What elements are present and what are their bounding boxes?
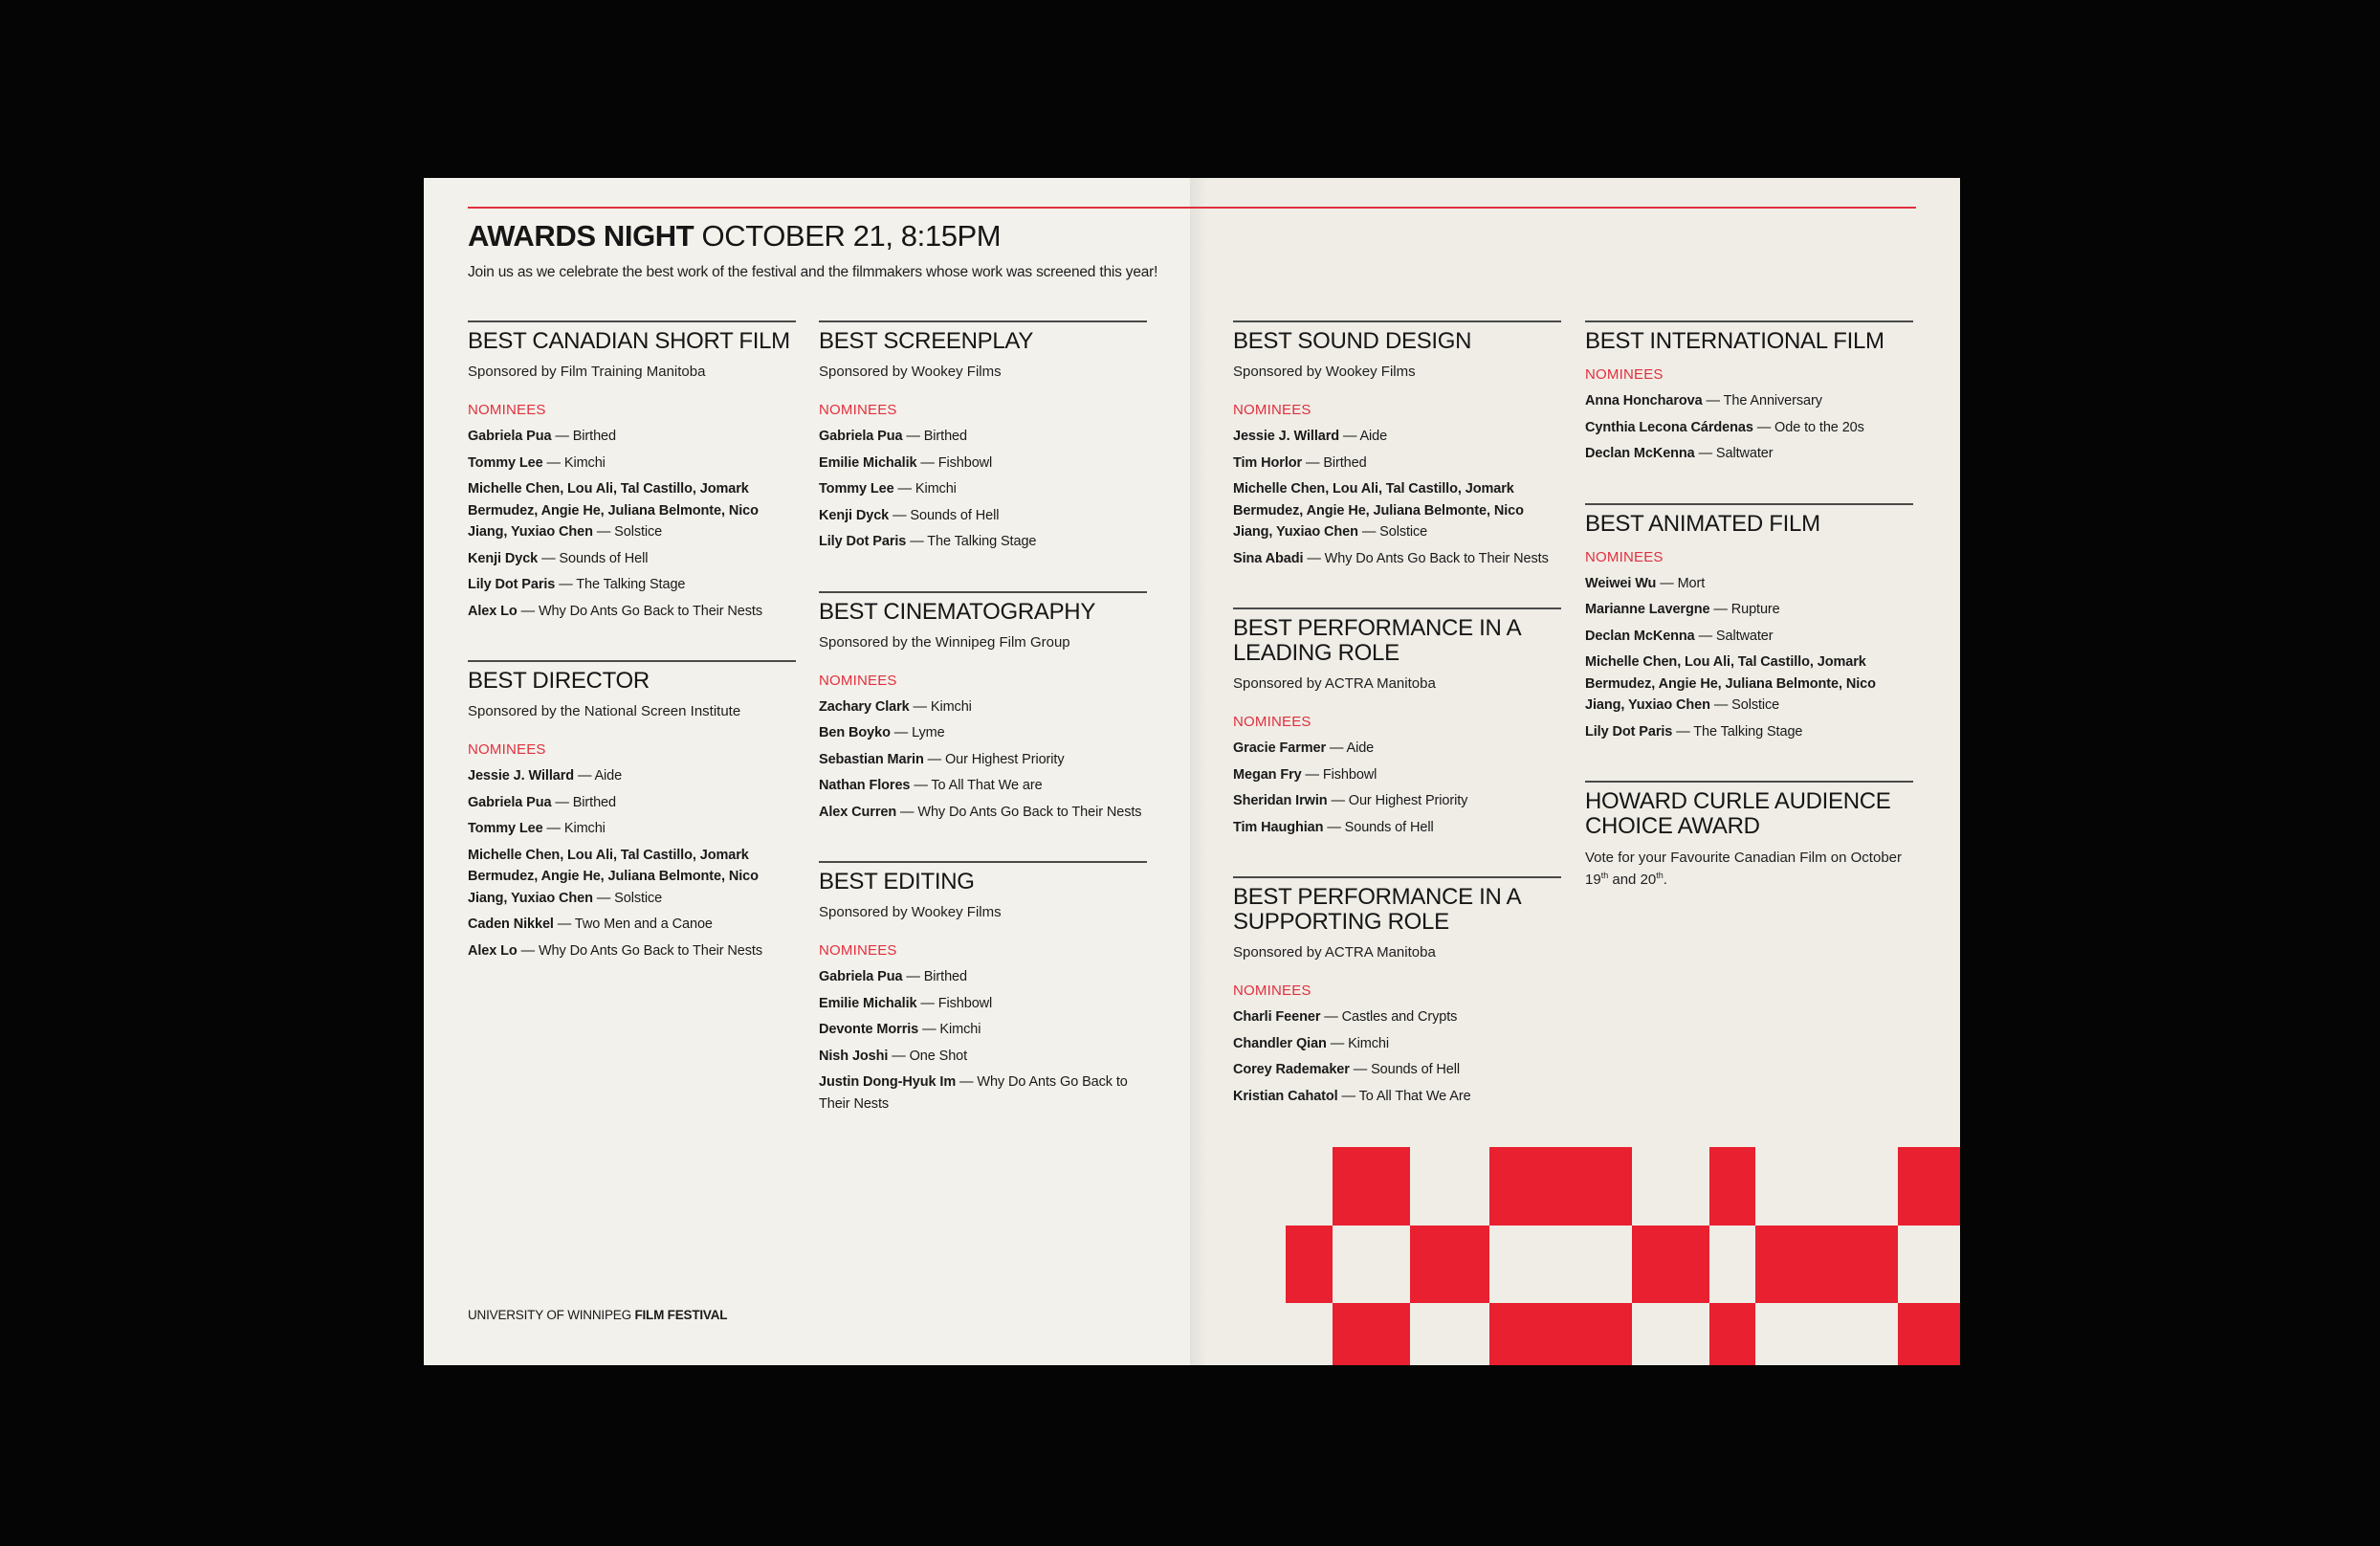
nominee-film: Kimchi [1348,1035,1389,1051]
nominee-entry [819,775,1147,797]
nominee-dash: — [918,1022,940,1037]
nominee-entry [1233,1059,1561,1081]
nominee-film: Kimchi [563,821,606,836]
award-sponsor: Sponsored by the National Screen Institute [468,703,741,719]
nominee-person: Nish Joshi [819,1048,889,1064]
nominee-dash: — [1303,550,1325,566]
nominee-dash: — [956,1074,978,1090]
nominee-dash: — [1656,575,1678,591]
nominee-person: Chandler Qian [1233,1035,1327,1051]
nominee-dash: — [1301,766,1323,783]
award-sponsor: Sponsored by Wookey Films [819,364,1002,380]
nominee-person: Cynthia Lecona Cárdenas [1585,419,1753,435]
nominee-dash: — [1323,819,1345,835]
nominee-film: Ode to the 20s [1774,419,1864,435]
nominee-entry [819,426,1147,448]
nominee-entry [1585,443,1913,465]
awards-header [468,216,1176,281]
nominee-person: Alex Lo [468,942,518,959]
nominee-entry [819,1046,1147,1068]
nominee-dash: — [1702,393,1724,409]
checker-tile [1333,1147,1410,1226]
nominee-person: Michelle Chen, Lou Ali, Tal Castillo, Jomark Bermudez, Angie He, Juliana Belmonte, Nico Jiang, Yuxiao Chen [468,847,759,906]
nominee-person: Declan McKenna [1585,446,1695,461]
nominee-entry [1233,426,1561,448]
nominee-dash: — [1339,429,1360,444]
nominee-person: Anna Honcharova [1585,393,1703,409]
desc-text: . [1663,871,1667,888]
nominee-dash: — [1349,1062,1372,1077]
nominee-entry [1233,453,1561,475]
nominee-person: Zachary Clark [819,698,910,715]
nominee-person: Lily Dot Paris [819,534,907,549]
nominee-dash: — [542,454,564,471]
award-title: HOWARD CURLE AUDIENCE CHOICE AWARD [1585,788,1891,839]
nominee-film: Mort [1677,575,1706,591]
column-4 [1585,320,1913,929]
nominee-entry [1585,652,1913,717]
nominee-dash: — [1337,1088,1359,1104]
nominee-entry [468,940,796,962]
nominees-label: NOMINEES [1585,548,1664,565]
nominee-person: Alex Lo [468,603,518,619]
brand-light: UNIVERSITY OF WINNIPEG [468,1308,631,1322]
nominee-film: To All That We Are [1358,1088,1471,1104]
checker-tile [1489,1303,1632,1365]
top-rule-right [1190,207,1916,209]
nominee-entry [468,453,796,475]
nominee-person: Kenji Dyck [819,507,890,523]
left-page [424,178,1190,1365]
nominee-dash: — [888,1048,910,1064]
nominee-entry [468,818,796,840]
nominee-entry [1233,764,1561,786]
nominee-film: Saltwater [1715,446,1774,461]
nominee-person: Tim Haughian [1233,819,1324,835]
nominee-entry [1233,1006,1561,1028]
nominee-person: Megan Fry [1233,766,1302,783]
nominee-film: Kimchi [915,481,957,497]
nominee-film: Sounds of Hell [559,550,649,566]
nominee-film: Why Do Ants Go Back to Their Nests [819,1074,1128,1112]
nominee-person: Emilie Michalik [819,454,917,471]
nominee-film: Aide [1346,740,1375,756]
nominee-film: Why Do Ants Go Back to Their Nests [1324,550,1549,566]
checker-tile [1632,1226,1709,1303]
nominee-entry [819,993,1147,1015]
nominee-person: Sebastian Marin [819,751,924,767]
award-description [1585,848,1913,891]
checker-tile [1898,1147,1960,1226]
nominee-person: Corey Rademaker [1233,1062,1350,1077]
award-category [1585,503,1913,743]
nominee-person: Charli Feener [1233,1009,1321,1025]
nominee-person: Alex Curren [819,804,897,820]
nominee-film: Solstice [1379,524,1428,540]
nominee-entry [819,966,1147,988]
nominee-dash: — [916,995,938,1011]
nominee-entry [819,1071,1147,1115]
nominee-person: Tommy Lee [819,481,894,497]
nominee-person: Michelle Chen, Lou Ali, Tal Castillo, Jomark Bermudez, Angie He, Juliana Belmonte, Nico Jiang, Yuxiao Chen [1585,654,1876,713]
nominee-entry [1585,573,1913,595]
page-title [468,216,1176,256]
spine-shadow [1190,178,1207,1365]
nominee-person: Michelle Chen, Lou Ali, Tal Castillo, Jomark Bermudez, Angie He, Juliana Belmonte, Nico Jiang, Yuxiao Chen [468,481,759,540]
nominee-dash: — [553,917,575,932]
nominee-film: Lyme [912,725,945,740]
nominees-label: NOMINEES [819,672,897,689]
nominee-entry [1233,478,1561,543]
nominee-film: Why Do Ants Go Back to Their Nests [538,942,762,959]
nominee-dash: — [1709,602,1731,617]
award-sponsor: Sponsored by ACTRA Manitoba [1233,944,1436,961]
nominee-dash: — [1694,446,1716,461]
nominee-film: Two Men and a Canoe [574,917,713,932]
nominee-film: Our Highest Priority [944,751,1065,767]
nominee-person: Jessie J. Willard [1233,429,1340,444]
nominee-film: Birthed [1323,454,1367,471]
nominee-dash: — [923,751,945,767]
nominee-dash: — [1326,1035,1349,1051]
nominee-person: Sheridan Irwin [1233,793,1328,808]
nominee-dash: — [592,524,615,540]
checker-tile [1489,1147,1632,1226]
nominee-film: Solstice [1731,697,1780,713]
nominee-dash: — [906,534,928,549]
nominee-film: Sounds of Hell [1371,1062,1461,1077]
nominee-film: One Shot [909,1048,968,1064]
award-sponsor: Sponsored by Wookey Films [1233,364,1416,380]
nominee-film: Birthed [572,429,616,444]
nominee-entry [1233,790,1561,812]
nominee-person: Nathan Flores [819,778,911,793]
nominee-entry [819,505,1147,527]
nominees-label: NOMINEES [1233,402,1311,418]
nominees-label: NOMINEES [819,402,897,418]
nominee-entry [819,696,1147,718]
title-date: OCTOBER 21, 8:15PM [701,219,1002,253]
nominee-film: Fishbowl [937,454,993,471]
nominee-entry [1233,738,1561,760]
award-category [468,660,796,961]
nominee-entry [1585,721,1913,743]
checker-tile [1333,1303,1410,1365]
nominee-entry [468,601,796,623]
nominee-entry [468,478,796,543]
column-3 [1233,320,1561,1145]
nominee-dash: — [1752,419,1775,435]
nominee-entry [1233,1033,1561,1055]
nominee-person: Tommy Lee [468,454,543,471]
nominee-film: Rupture [1730,602,1780,617]
award-category [819,861,1147,1115]
intro-text: Join us as we celebrate the best work of the festival and the filmmakers whose work was screened this year! [468,263,1158,280]
nominees-label: NOMINEES [1585,366,1664,383]
award-title: BEST INTERNATIONAL FILM [1585,328,1884,354]
nominee-entry [468,765,796,787]
checker-tile [1755,1226,1898,1303]
award-title: BEST CINEMATOGRAPHY [819,598,1096,625]
nominee-dash: — [1357,524,1380,540]
nominee-dash: — [592,890,615,906]
award-category [1233,607,1561,838]
nominee-person: Michelle Chen, Lou Ali, Tal Castillo, Jomark Bermudez, Angie He, Juliana Belmonte, Nico Jiang, Yuxiao Chen [1233,481,1524,540]
nominee-film: The Talking Stage [1693,723,1803,740]
nominee-film: Aide [594,768,623,784]
nominee-entry [1585,599,1913,621]
nominee-dash: — [551,429,573,444]
nominee-person: Kenji Dyck [468,550,539,566]
award-category [1585,781,1913,891]
nominee-person: Jessie J. Willard [468,768,575,784]
nominee-person: Gracie Farmer [1233,740,1327,756]
nominee-dash: — [1302,454,1324,471]
checker-tile [1286,1226,1333,1303]
award-category [1585,320,1913,465]
nominee-person: Emilie Michalik [819,995,917,1011]
nominees-label: NOMINEES [819,942,897,959]
award-category [819,320,1147,553]
nominee-dash: — [555,577,577,592]
nominee-person: Tommy Lee [468,821,543,836]
nominee-film: The Anniversary [1723,393,1822,409]
nominees-label: NOMINEES [468,741,546,758]
nominee-entry [1585,417,1913,439]
award-category [819,591,1147,824]
nominee-film: The Talking Stage [927,534,1037,549]
award-sponsor: Sponsored by Wookey Films [819,904,1002,920]
nominee-film: Birthed [923,429,967,444]
nominee-dash: — [1326,740,1347,756]
nominee-dash: — [902,969,924,984]
nominee-dash: — [909,698,931,715]
nominee-dash: — [916,454,938,471]
nominee-film: Sounds of Hell [1344,819,1434,835]
award-category [1233,320,1561,569]
nominee-person: Sina Abadi [1233,550,1304,566]
nominee-person: Gabriela Pua [819,429,903,444]
nominee-film: Saltwater [1715,628,1774,644]
nominee-person: Kristian Cahatol [1233,1088,1338,1104]
award-title: BEST SOUND DESIGN [1233,328,1472,354]
award-sponsor: Sponsored by ACTRA Manitoba [1233,675,1436,692]
festival-brand [468,1308,727,1322]
nominee-film: Our Highest Priority [1348,793,1468,808]
nominee-film: Fishbowl [937,995,993,1011]
nominee-person: Gabriela Pua [819,969,903,984]
nominee-dash: — [551,794,573,810]
nominee-person: Declan McKenna [1585,628,1695,644]
award-title: BEST PERFORMANCE IN A SUPPORTING ROLE [1233,884,1520,935]
ordinal-suffix: th [1600,870,1609,880]
nominee-entry [468,574,796,596]
nominees-label: NOMINEES [1233,983,1311,999]
award-title: BEST SCREENPLAY [819,328,1034,354]
column-1 [468,320,796,1000]
nominee-entry [819,478,1147,500]
nominee-dash: — [896,804,918,820]
nominee-entry [468,914,796,936]
nominee-person: Ben Boyko [819,725,891,740]
nominee-dash: — [517,603,539,619]
nominee-film: Solstice [614,890,663,906]
right-page [1190,178,1960,1365]
award-title: BEST PERFORMANCE IN A LEADING ROLE [1233,615,1520,666]
nominee-person: Devonte Morris [819,1022,919,1037]
nominee-person: Lily Dot Paris [468,577,556,592]
nominee-person: Gabriela Pua [468,794,552,810]
nominee-film: Sounds of Hell [910,507,1000,523]
nominee-entry [819,531,1147,553]
nominee-person: Justin Dong-Hyuk Im [819,1074,957,1090]
desc-text: and 20 [1608,871,1657,888]
nominee-entry [819,802,1147,824]
nominee-dash: — [889,507,911,523]
award-sponsor: Sponsored by Film Training Manitoba [468,364,706,380]
nominee-entry [1233,817,1561,839]
nominee-entry [819,453,1147,475]
nominee-entry [468,426,796,448]
column-2 [819,320,1147,1153]
nominees-label: NOMINEES [1233,714,1311,730]
nominee-film: Aide [1359,429,1388,444]
nominee-film: Why Do Ants Go Back to Their Nests [917,804,1142,820]
nominee-film: Kimchi [930,698,972,715]
nominees-label: NOMINEES [468,402,546,418]
nominee-film: Fishbowl [1322,766,1377,783]
award-title: BEST ANIMATED FILM [1585,510,1820,537]
nominee-dash: — [890,725,913,740]
nominee-dash: — [902,429,924,444]
award-title: BEST DIRECTOR [468,668,650,694]
nominee-person: Lily Dot Paris [1585,723,1673,740]
nominee-entry [1233,1086,1561,1108]
nominee-dash: — [1672,723,1694,740]
title-bold: AWARDS NIGHT [468,219,694,253]
award-category [468,320,796,622]
nominee-film: Why Do Ants Go Back to Their Nests [538,603,762,619]
nominee-dash: — [517,942,539,959]
ordinal-suffix: th [1656,870,1664,880]
nominee-person: Weiwei Wu [1585,575,1657,591]
nominee-film: Birthed [572,794,616,810]
checker-tile [1709,1303,1755,1365]
nominee-dash: — [893,481,915,497]
nominee-entry [1585,626,1913,648]
nominee-entry [819,722,1147,744]
nominee-entry [468,845,796,910]
award-category [1233,876,1561,1107]
nominee-film: Solstice [614,524,663,540]
checker-tile [1709,1147,1755,1226]
nominee-person: Gabriela Pua [468,429,552,444]
nominee-film: To All That We are [931,778,1043,793]
nominee-dash: — [538,550,560,566]
nominee-entry [468,792,796,814]
nominee-dash: — [1709,697,1732,713]
checker-tile [1898,1303,1960,1365]
award-title: BEST CANADIAN SHORT FILM [468,328,790,354]
nominee-entry [819,749,1147,771]
desc-text: Vote for your Favourite Canadian Film on October 19 [1585,850,1902,888]
nominee-entry [819,1019,1147,1041]
nominee-entry [1585,390,1913,412]
nominee-film: Castles and Crypts [1341,1009,1458,1025]
nominee-entry [1233,548,1561,570]
brand-bold: FILM FESTIVAL [634,1308,728,1322]
nominee-film: Kimchi [563,454,606,471]
checker-tile [1410,1226,1489,1303]
top-rule-left [468,207,1190,209]
nominee-dash: — [1320,1009,1342,1025]
nominee-dash: — [542,821,564,836]
nominee-dash: — [1694,628,1716,644]
nominee-entry [468,548,796,570]
award-title: BEST EDITING [819,869,975,894]
nominee-person: Marianne Lavergne [1585,602,1710,617]
nominee-person: Tim Horlor [1233,454,1303,471]
nominee-film: Birthed [923,969,967,984]
award-sponsor: Sponsored by the Winnipeg Film Group [819,633,1070,651]
nominee-dash: — [1327,793,1349,808]
nominee-film: Kimchi [939,1022,981,1037]
nominee-person: Caden Nikkel [468,917,554,932]
nominee-dash: — [574,768,595,784]
nominee-film: The Talking Stage [576,577,686,592]
nominee-dash: — [910,778,932,793]
